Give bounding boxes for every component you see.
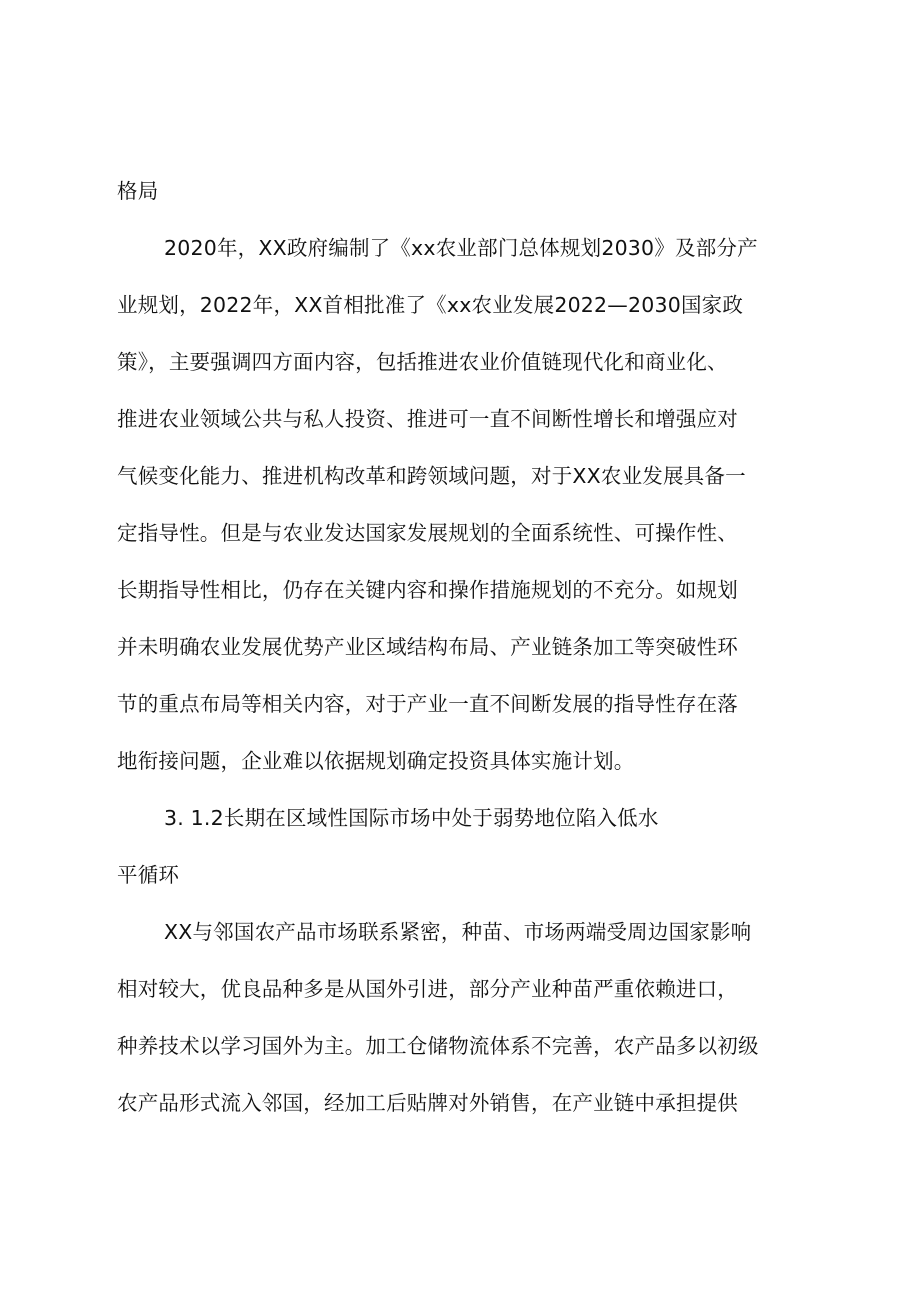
paragraph-1-line-5: 气候变化能力、推进机构改革和跨领域问题，对于XX农业发展具备一 — [117, 464, 746, 488]
paragraph-1-line-2: 业规划，2022年，XX首相批准了《xx农业发展2022—2030国家政 — [117, 293, 744, 317]
paragraph-2-line-3: 种养技术以学习国外为主。加工仓储物流体系不完善，农产品多以初级 — [117, 1034, 759, 1058]
paragraph-1-line-6: 定指导性。但是与农业发达国家发展规划的全面系统性、可操作性、 — [117, 521, 738, 545]
paragraph-2-line-4: 农产品形式流入邻国，经加工后贴牌对外销售，在产业链中承担提供 — [117, 1091, 738, 1115]
paragraph-1-line-8: 并未明确农业发展优势产业区域结构布局、产业链条加工等突破性环 — [117, 635, 738, 659]
paragraph-1-line-4: 推进农业领域公共与私人投资、推进可一直不间断性增长和增强应对 — [117, 407, 738, 431]
paragraph-1-line-7: 长期指导性相比，仍存在关键内容和操作措施规划的不充分。如规划 — [117, 578, 738, 602]
section-heading-line-1: 3. 1.2长期在区域性国际市场中处于弱势地位陷入低水 — [164, 806, 659, 830]
paragraph-1-line-10: 地衔接问题，企业难以依据规划确定投资具体实施计划。 — [117, 749, 635, 773]
paragraph-1-line-9: 节的重点布局等相关内容，对于产业一直不间断发展的指导性存在落 — [117, 692, 738, 716]
paragraph-2-line-1: XX与邻国农产品市场联系紧密，种苗、市场两端受周边国家影响 — [164, 920, 752, 944]
section-heading-line-2: 平循环 — [117, 863, 180, 887]
paragraph-1-line-1: 2020年，XX政府编制了《xx农业部门总体规划2030》及部分产 — [164, 236, 758, 260]
paragraph-2-line-2: 相对较大，优良品种多是从国外引进，部分产业种苗严重依赖进口， — [117, 977, 738, 1001]
paragraph-1-line-3: 策》，主要强调四方面内容，包括推进农业价值链现代化和商业化、 — [117, 350, 728, 374]
text-line-heading-continuation: 格局 — [117, 179, 159, 203]
